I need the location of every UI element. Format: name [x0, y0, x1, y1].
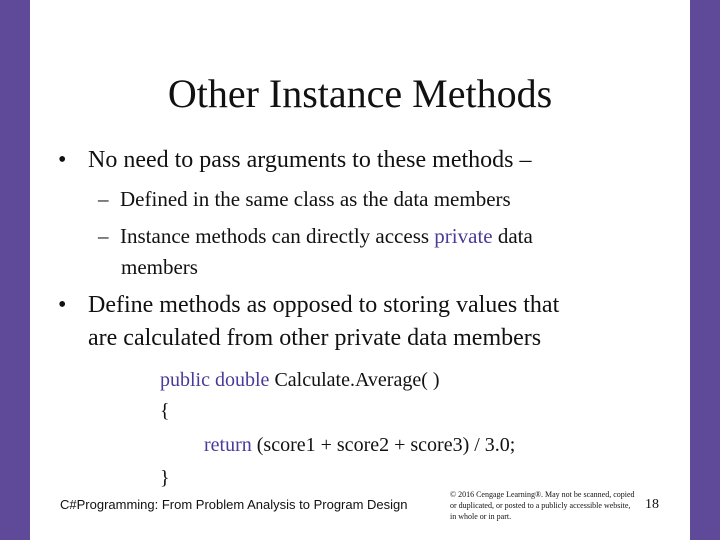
- bullet-1-text: No need to pass arguments to these methods –: [88, 147, 532, 173]
- dash-icon: –: [98, 187, 109, 211]
- footer-title: C#Programming: From Problem Analysis to Program Design: [60, 497, 408, 512]
- code-text: Calculate.Average( ): [269, 369, 440, 391]
- code-line-3: [204, 431, 515, 459]
- sub-bullet-2-text-pre: Instance methods can directly access: [120, 224, 435, 248]
- left-border-bar: [0, 0, 30, 540]
- bullet-2-line-1: Define methods as opposed to storing values that: [88, 292, 560, 318]
- code-line-2: {: [160, 400, 170, 422]
- bullet-2: [58, 289, 658, 355]
- bullet-dot: •: [58, 292, 67, 318]
- code-keyword: public double: [160, 369, 270, 391]
- code-keyword: return: [204, 434, 252, 456]
- slide-title: Other Instance Methods: [167, 71, 553, 116]
- sub-bullet-2: [98, 222, 533, 251]
- bullet-dot: •: [58, 147, 67, 173]
- sub-bullet-2-text-post: data: [492, 224, 533, 248]
- code-text: (score1 + score2 + score3) / 3.0;: [251, 434, 516, 456]
- keyword-private: private: [434, 224, 493, 248]
- bullet-1: [58, 145, 531, 175]
- code-line-4: }: [160, 467, 170, 489]
- page-number: 18: [645, 497, 659, 512]
- sub-bullet-1: [98, 185, 511, 214]
- sub-bullet-1-text: Defined in the same class as the data members: [120, 187, 511, 211]
- sub-bullet-2-continuation: members: [121, 255, 198, 279]
- dash-icon: –: [98, 224, 109, 248]
- right-border-bar: [690, 0, 720, 540]
- copyright-notice: © 2016 Cengage Learning®. May not be scanned, copied or duplicated, or posted to a publicly accessible website, in whole or in part.: [450, 490, 635, 521]
- bullet-2-line-2: are calculated from other private data members: [88, 325, 542, 351]
- code-line-1: [160, 366, 440, 394]
